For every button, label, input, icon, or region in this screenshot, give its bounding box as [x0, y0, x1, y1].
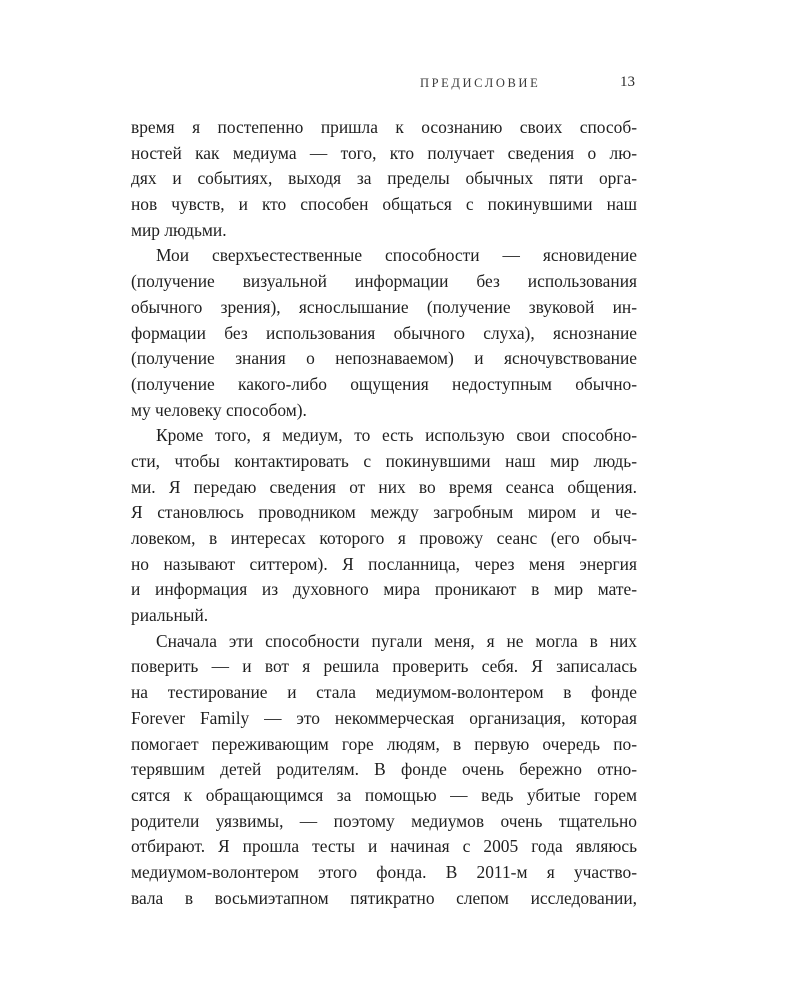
text-line: мир людьми.: [131, 219, 227, 240]
running-head: [420, 76, 635, 96]
text-line: риальный.: [131, 605, 209, 626]
text-line: на тестирование и стала медиумом-волонтером в фонде: [131, 682, 637, 703]
text-line: му человеку способом).: [131, 399, 307, 420]
text-line: Forever Family — это некоммерческая организация, которая: [131, 707, 637, 728]
text-line: помогает переживающим горе людям, в первую очередь по-: [131, 733, 637, 754]
text-line: медиумом-волонтером этого фонда. В 2011-м я участво-: [131, 861, 637, 882]
body-text: [131, 115, 637, 911]
text-line: формации без использования обычного слуха), яснознание: [131, 322, 637, 343]
text-line: и информация из духовного мира проникают в мир мате-: [131, 579, 637, 600]
text-line: дях и событиях, выходя за пределы обычных пяти орга-: [131, 168, 637, 189]
text-line: ловеком, в интересах которого я провожу сеанс (его обыч-: [131, 528, 637, 548]
text-line: терявшим детей родителям. В фонде очень бережно отно-: [131, 759, 637, 780]
text-line: отбирают. Я прошла тесты и начиная с 2005 года являюсь: [131, 836, 637, 857]
text-line: но называют ситтером). Я посланница, через меня энергия: [131, 553, 637, 574]
text-line: сятся к обращающимся за помощью — ведь убитые горем: [131, 784, 637, 805]
text-line: сти, чтобы контактировать с покинувшими наш мир людь-: [131, 450, 637, 471]
text-line: обычного зрения), яснослышание (получение звуковой ин-: [131, 296, 637, 317]
page-number: 13: [620, 74, 635, 90]
text-line: (получение знания о непознаваемом) и ясночувствование: [131, 348, 637, 369]
running-title: ПРЕДИСЛОВИЕ: [420, 76, 541, 90]
text-line: родители уязвимы, — поэтому медиумов очень тщательно: [131, 810, 637, 831]
text-line: вала в восьмиэтапном пятикратно слепом исследовании,: [131, 887, 637, 908]
text-line: Сначала эти способности пугали меня, я не могла в них: [156, 630, 637, 651]
text-line: нов чувств, и кто способен общаться с покинувшими наш: [131, 194, 637, 215]
text-line: время я постепенно пришла к осознанию своих способ-: [131, 117, 637, 137]
text-line: ми. Я передаю сведения от них во время сеанса общения.: [131, 476, 637, 497]
text-line: ностей как медиума — того, кто получает сведения о лю-: [131, 142, 637, 163]
text-line: Кроме того, я медиум, то есть использую свои способно-: [156, 425, 637, 446]
text-line: поверить — и вот я решила проверить себя. Я записалась: [131, 656, 637, 677]
text-line: (получение какого-либо ощущения недоступным обычно-: [131, 373, 637, 394]
text-line: Мои сверхъестественные способности — ясновидение: [156, 245, 637, 266]
text-line: (получение визуальной информации без использования: [131, 271, 637, 292]
text-line: Я становлюсь проводником между загробным миром и че-: [131, 502, 637, 523]
